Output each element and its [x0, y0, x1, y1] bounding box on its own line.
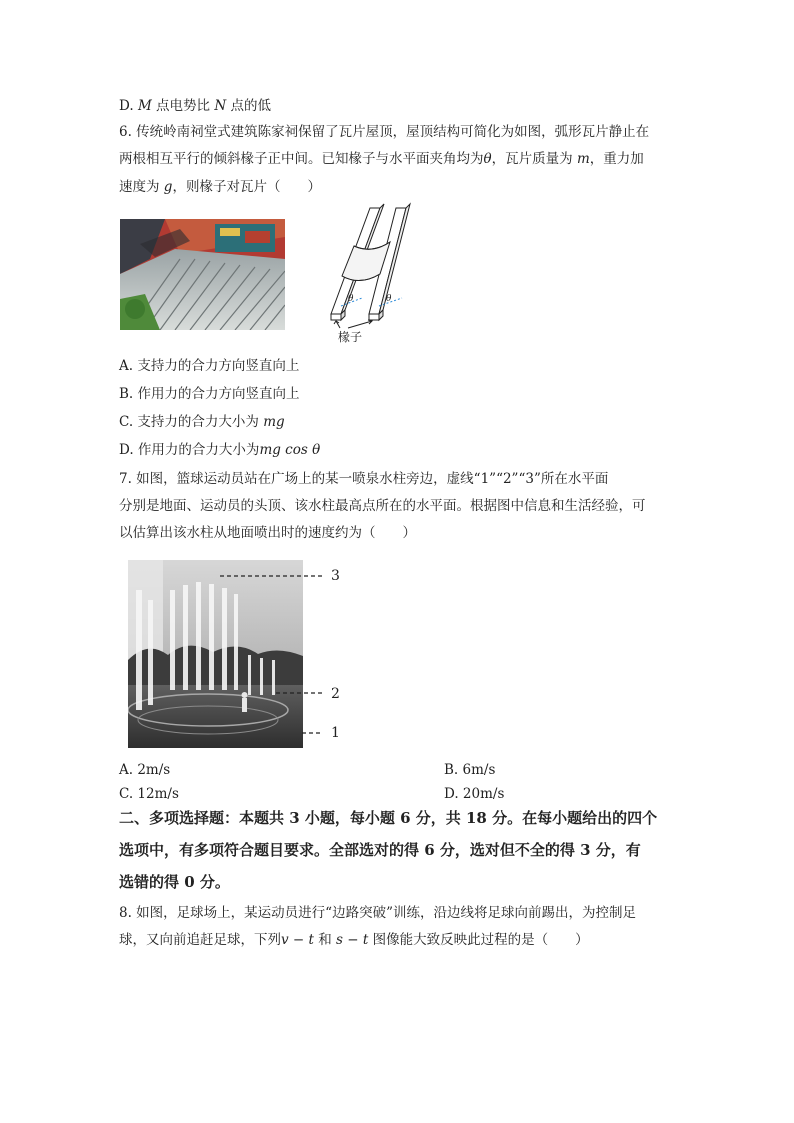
q7-option-d: D. 20m/s — [444, 786, 505, 802]
temple-roof-photo — [120, 219, 285, 330]
q7-stem-line1: 7. 如图，篮球运动员站在广场上的某一喷泉水柱旁边，虚线“1”“2”“3”所在水平面 — [119, 471, 609, 487]
section2-line1: 二、多项选择题：本题共 3 小题，每小题 6 分，共 18 分。在每小题给出的四个 — [119, 809, 658, 827]
q7-option-b: B. 6m/s — [444, 762, 496, 778]
q6-option-a: A. 支持力的合力方向竖直向上 — [119, 358, 300, 374]
q6-stem-line3: 速度为 g，则椽子对瓦片（ ） — [119, 179, 321, 195]
q6-option-d: D. 作用力的合力大小为mg cos θ — [119, 442, 321, 458]
q6-stem-line2: 两根相互平行的倾斜椽子正中间。已知椽子与水平面夹角均为θ，瓦片质量为 m，重力加 — [119, 151, 644, 167]
q5-option-d: D. M 点电势比 N 点的低 — [119, 98, 271, 114]
marker-1-label: 1 — [331, 725, 340, 741]
rafter-diagram — [320, 202, 430, 348]
q8-stem-line2: 球，又向前追赶足球，下列v − t 和 s − t 图像能大致反映此过程的是（ ） — [119, 932, 589, 948]
q6-stem-line1: 6. 传统岭南祠堂式建筑陈家祠保留了瓦片屋顶，屋顶结构可简化为如图，弧形瓦片静止在 — [119, 124, 650, 140]
marker-3-label: 3 — [331, 568, 340, 584]
q7-stem-line2: 分别是地面、运动员的头顶、该水柱最高点所在的水平面。根据图中信息和生活经验，可 — [119, 498, 646, 514]
q7-option-c: C. 12m/s — [119, 786, 179, 802]
q6-option-b: B. 作用力的合力方向竖直向上 — [119, 386, 300, 402]
q7-stem-line3: 以估算出该水柱从地面喷出时的速度约为（ ） — [119, 525, 416, 541]
theta-label-left: θ — [348, 294, 354, 304]
marker-2-label: 2 — [331, 686, 340, 702]
theta-label-right: θ — [386, 294, 392, 304]
marker-lines — [218, 568, 330, 748]
q6-option-c: C. 支持力的合力大小为 mg — [119, 414, 285, 430]
section2-line3: 选错的得 0 分。 — [119, 873, 230, 891]
q7-option-a: A. 2m/s — [119, 762, 171, 778]
rafter-label: 椽子 — [338, 330, 363, 344]
section2-line2: 选项中，有多项符合题目要求。全部选对的得 6 分，选对但不全的得 3 分，有 — [119, 841, 641, 859]
q8-stem-line1: 8. 如图，足球场上，某运动员进行“边路突破”训练，沿边线将足球向前踢出，为控制足 — [119, 905, 636, 921]
